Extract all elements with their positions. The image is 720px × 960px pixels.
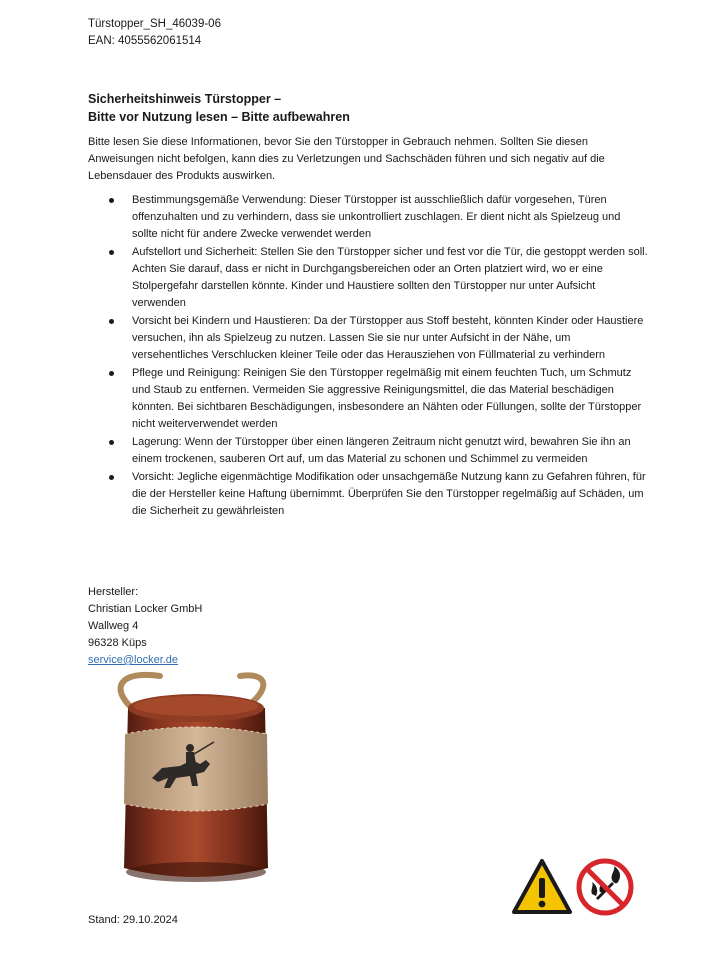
document-title — [88, 90, 350, 126]
product-image — [100, 668, 290, 888]
bullet-text: Vorsicht: Jegliche eigenmächtige Modifikation oder unsachgemäße Nutzung kann zu Gefahren führen, für die der Hersteller keine Haftung übernimmt. Überprüfen Sie den Türstopper regelmäßig auf Schäden, um die Sicherheit zu gewährleisten — [132, 471, 646, 517]
bullet-icon — [109, 250, 114, 255]
ean-number: EAN: 4055562061514 — [88, 35, 202, 47]
bullet-text: Vorsicht bei Kindern und Haustieren: Da der Türstopper aus Stoff besteht, könnten Kinder oder Haustiere versuchen, ihn als Spielzeug zu nutzen. Lassen Sie sie nur unter Aufsicht in der Nähe, um versehentliches Verschlucken kleiner Teile oder das Herausziehen von Füllmaterial zu verhindern — [132, 315, 644, 361]
document-header — [88, 16, 221, 50]
manufacturer-label: Hersteller: — [88, 586, 139, 598]
intro-paragraph: Bitte lesen Sie diese Informationen, bevor Sie den Türstopper in Gebrauch nehmen. Sollten Sie diesen Anweisungen nicht befolgen, kann dies zu Verletzungen und Sachschäden führen und sich negativ auf die Lebensdauer des Produkts auswirken. — [88, 136, 605, 182]
manufacturer-company: Christian Locker GmbH — [88, 603, 203, 615]
warning-triangle-icon — [511, 858, 573, 916]
bullet-text: Pflege und Reinigung: Reinigen Sie den Türstopper regelmäßig mit einem feuchten Tuch, um Schmutz und Staub zu entfernen. Vermeiden Sie aggressive Reinigungsmittel, die das Material beschädigen könnten. Bei sichtbaren Beschädigungen, insbesondere an Nähten oder Füllungen, sollte der Türstopper nicht weiterverwendet werden — [132, 367, 642, 430]
manufacturer-city: 96328 Küps — [88, 637, 147, 649]
bullet-icon — [109, 319, 114, 324]
title-line-2: Bitte vor Nutzung lesen – Bitte aufbewahren — [88, 110, 350, 124]
bullet-item — [88, 365, 648, 433]
product-code: Türstopper_SH_46039-06 — [88, 18, 221, 30]
bullet-item — [88, 313, 648, 364]
safety-bullet-list — [88, 192, 648, 521]
bullet-icon — [109, 475, 114, 480]
bullet-text: Bestimmungsgemäße Verwendung: Dieser Türstopper ist ausschließlich dafür vorgesehen, Türen offenzuhalten und zu verhindern, dass sie unkontrolliert zuschlagen. Er dient nicht als Spielzeug und sollte nicht für andere Zwecke verwendet werden — [132, 194, 621, 240]
document-date: Stand: 29.10.2024 — [88, 914, 178, 926]
bullet-icon — [109, 371, 114, 376]
manufacturer-email-link[interactable]: service@locker.de — [88, 654, 179, 666]
bullet-item — [88, 469, 648, 520]
bullet-text: Lagerung: Wenn der Türstopper über einen längeren Zeitraum nicht genutzt wird, bewahren Sie ihn an einem trockenen, sauberen Ort auf, um das Material zu schonen und Schimmel zu vermeiden — [132, 436, 631, 465]
bullet-text: Aufstellort und Sicherheit: Stellen Sie den Türstopper sicher und fest vor die Tür, die gestoppt werden soll. Achten Sie darauf, dass er nicht in Durchgangsbereichen oder an Orten platziert wird, wo er eine Stolpergefahr darstellen könnte. Kinder und Haustiere sollten den Türstopper nur unter Aufsicht verwenden — [132, 246, 648, 309]
manufacturer-block — [88, 584, 202, 669]
bullet-icon — [109, 198, 114, 203]
bullet-item — [88, 192, 648, 243]
bullet-item — [88, 244, 648, 312]
manufacturer-street: Wallweg 4 — [88, 620, 139, 632]
title-line-1: Sicherheitshinweis Türstopper – — [88, 92, 282, 106]
bullet-item — [88, 434, 648, 468]
bullet-icon — [109, 440, 114, 445]
no-open-flame-icon — [576, 858, 634, 916]
